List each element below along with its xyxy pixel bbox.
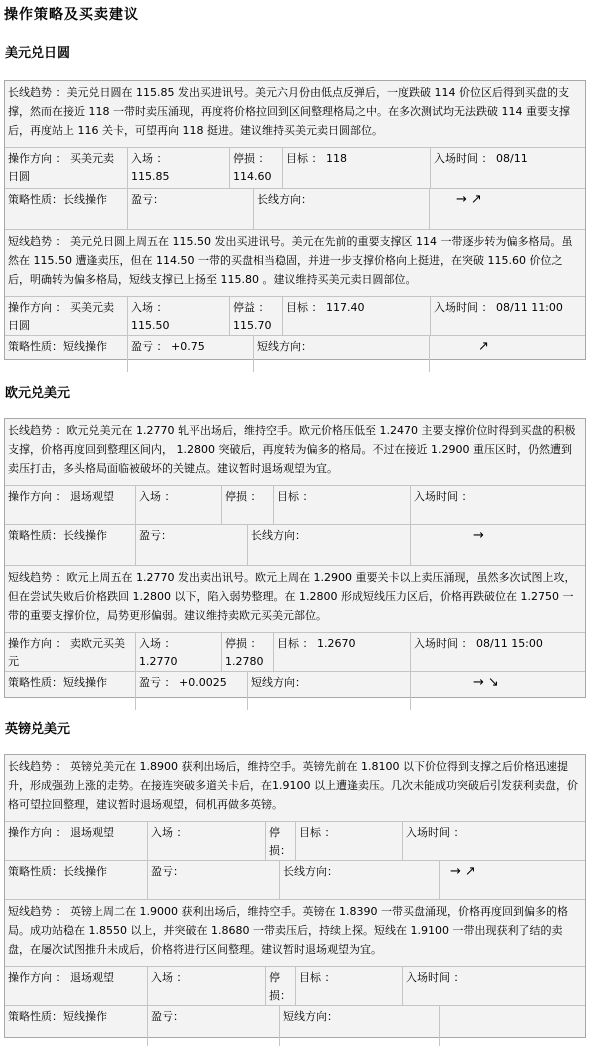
strategy-table-eur-usd	[4, 418, 586, 698]
long-trend-text: 长线趋势 ： 英镑兑美元在 1.8900 获利出场后，维持空手。英镑先前在 1.8100 以下价位得到支撑之后价格迅速提升，形成强劲上涨的走势。在接连突破多道关卡后，在1.9100 以上遭逢卖压。几次未能成功突破后引发获利卖盘，价格可望拉回整理，建议暂时退场观望，伺机再做多英镑。	[5, 755, 585, 822]
trend-arrow-icon: →↗	[456, 192, 486, 207]
entry-time-cell: 入场时间 ：	[406, 971, 465, 984]
section-heading-eur-usd: 欧元兑美元	[5, 386, 71, 401]
direction-label-cell: 短线方向：	[280, 1006, 440, 1046]
direction-cell: 操作方向 ： 退场观望	[5, 486, 136, 524]
pnl-cell: 盈亏 ： +0.0025	[136, 672, 248, 710]
stop-value: 115.70	[233, 319, 272, 332]
short-trend-text: 短线趋势 ：欧元上周五在 1.2770 发出卖出讯号。欧元上周在 1.2900 重要关卡以上卖压涌现，虽然多次试图上攻，但在尝试失败后价格跌回 1.2800 以下，陷入弱势整理。在 1.2800 形成短线压力区后，价格再跌破位在 1.2750 一带的重要支撑价位，局势更形偏弱。建议维持卖欧元买美元部位。	[5, 566, 585, 633]
direction-cell: 操作方向 ： 卖欧元买美元	[5, 633, 136, 671]
short-order-row	[5, 967, 585, 1006]
target-cell: 目标 ： 1.2670	[274, 633, 411, 671]
direction-cell: 操作方向 ： 买美元卖日圆	[5, 148, 128, 188]
entry-cell: 入场 ： 1.2770	[136, 633, 222, 671]
stop-cell: 停损：	[266, 967, 296, 1005]
long-order-row	[5, 486, 585, 525]
pnl-cell: 盈亏：	[148, 1006, 280, 1046]
entry-time-cell: 入场时间 ： 08/11	[434, 152, 528, 165]
entry-value: 1.2770	[139, 655, 178, 668]
direction-label-cell: 短线方向：	[248, 672, 411, 710]
entry-time-cell: 入场时间 ：	[406, 826, 465, 839]
nature-cell: 策略性质：长线操作	[5, 525, 136, 565]
direction-cell: 操作方向 ： 买美元卖日圆	[5, 297, 128, 335]
page-title: 操作策略及买卖建议	[4, 7, 139, 23]
entry-value: 115.85	[131, 170, 170, 183]
entry-cell: 入场 ：	[148, 822, 266, 860]
stop-cell: 停益 ： 115.70	[230, 297, 283, 335]
entry-value: 115.50	[131, 319, 170, 332]
target-cell: 目标 ： 117.40	[283, 297, 431, 335]
short-nature-row	[5, 336, 585, 372]
short-trend-text: 短线趋势 ： 美元兑日圆上周五在 115.50 发出买进讯号。美元在先前的重要支撑区 114 一带逐步转为偏多格局。虽然在 115.50 遭逢卖压，但在 114.50 一带的买盘相当稳固，并进一步支撑价格向上挺进，在突破 115.60 价位之后，明确转为偏多格局，短线支撑已上扬至 115.80 。建议维持买美元卖日圆部位。	[5, 230, 585, 297]
stop-cell: 停损：	[266, 822, 296, 860]
entry-time-cell: 入场时间 ： 08/11 15:00	[414, 637, 543, 650]
stop-value: 1.2780	[225, 655, 264, 668]
stop-cell: 停损 ：	[222, 486, 274, 524]
entry-cell: 入场 ： 115.50	[128, 297, 230, 335]
long-trend-text: 长线趋势 ：欧元兑美元在 1.2770 轧平出场后，维持空手。欧元价格压低至 1.2470 主要支撑价位时得到买盘的积极支撑，价格再度回到整理区间内， 1.2800 突破后，再度转为偏多的格局。不过在接近 1.2900 重压区时，仍然遭到卖压打击，多头格局面临被破坏的关键点。建议暂时退场观望为宜。	[5, 419, 585, 486]
nature-cell: 策略性质：短线操作	[5, 336, 128, 372]
direction-label-cell: 长线方向：	[280, 861, 440, 899]
pnl-cell: 盈亏：	[136, 525, 248, 565]
target-cell: 目标 ：	[296, 967, 403, 1005]
short-nature-row	[5, 672, 585, 710]
short-order-row	[5, 633, 585, 672]
pnl-cell: 盈亏 ： +0.75	[128, 336, 254, 372]
trend-arrow-icon: →↗	[450, 864, 480, 879]
direction-label-cell: 长线方向：	[248, 525, 411, 565]
strategy-table-usd-jpy	[4, 80, 586, 360]
short-trend-text: 短线趋势 ： 英镑上周二在 1.9000 获利出场后，维持空手。英镑在 1.8390 一带买盘涌现，价格再度回到偏多的格局。成功站稳在 1.8550 以上，并突破在 1.8680 一带卖压后，持续上探。短线在 1.9100 一带出现获利了结的卖盘，在屡次试图推升未成后，价格将进行区间整理。建议暂时退场观望为宜。	[5, 900, 585, 967]
direction-cell: 操作方向 ： 退场观望	[5, 822, 148, 860]
stop-cell: 停损 ： 1.2780	[222, 633, 274, 671]
direction-cell: 操作方向 ： 退场观望	[5, 967, 148, 1005]
nature-cell: 策略性质：短线操作	[5, 672, 136, 710]
target-cell: 目标 ：	[296, 822, 403, 860]
entry-time-cell: 入场时间 ：	[414, 490, 473, 503]
target-cell: 目标 ：	[274, 486, 411, 524]
strategy-table-gbp-usd	[4, 754, 586, 1038]
trend-arrow-icon: ↗	[478, 339, 493, 354]
nature-cell: 策略性质：短线操作	[5, 1006, 148, 1046]
long-nature-row	[5, 189, 585, 230]
entry-cell: 入场 ：	[148, 967, 266, 1005]
direction-label-cell: 短线方向：	[254, 336, 430, 372]
stop-cell: 停损 ： 114.60	[230, 148, 283, 188]
trend-arrow-icon: →↘	[473, 675, 503, 690]
trend-arrow-icon: →	[473, 528, 488, 543]
long-order-row	[5, 822, 585, 861]
long-trend-text: 长线趋势 ：美元兑日圆在 115.85 发出买进讯号。美元六月份由低点反弹后，一度跌破 114 价位区后得到买盘的支撑，然而在接近 118 一带时卖压涌现，再度将价格拉回到区间整理格局之中。在多次测试均无法跌破 114 重要支撑后，再度站上 116 关卡，可望再向 118 挺进。建议维持买美元卖日圆部位。	[5, 81, 585, 148]
entry-time-cell: 入场时间 ： 08/11 11:00	[434, 301, 563, 314]
stop-value: 114.60	[233, 170, 272, 183]
pnl-cell: 盈亏：	[128, 189, 254, 229]
short-order-row	[5, 297, 585, 336]
section-heading-gbp-usd: 英镑兑美元	[5, 722, 71, 737]
pnl-cell: 盈亏：	[148, 861, 280, 899]
short-nature-row	[5, 1006, 585, 1046]
entry-cell: 入场 ：	[136, 486, 222, 524]
nature-cell: 策略性质：长线操作	[5, 861, 148, 899]
long-order-row	[5, 148, 585, 189]
section-heading-usd-jpy: 美元兑日圆	[5, 46, 71, 61]
trend-arrow-icon	[440, 1006, 585, 1046]
long-nature-row	[5, 861, 585, 900]
nature-cell: 策略性质：长线操作	[5, 189, 128, 229]
entry-cell: 入场 ： 115.85	[128, 148, 230, 188]
direction-label-cell: 长线方向：	[254, 189, 430, 229]
long-nature-row	[5, 525, 585, 566]
target-cell: 目标 ： 118	[283, 148, 431, 188]
